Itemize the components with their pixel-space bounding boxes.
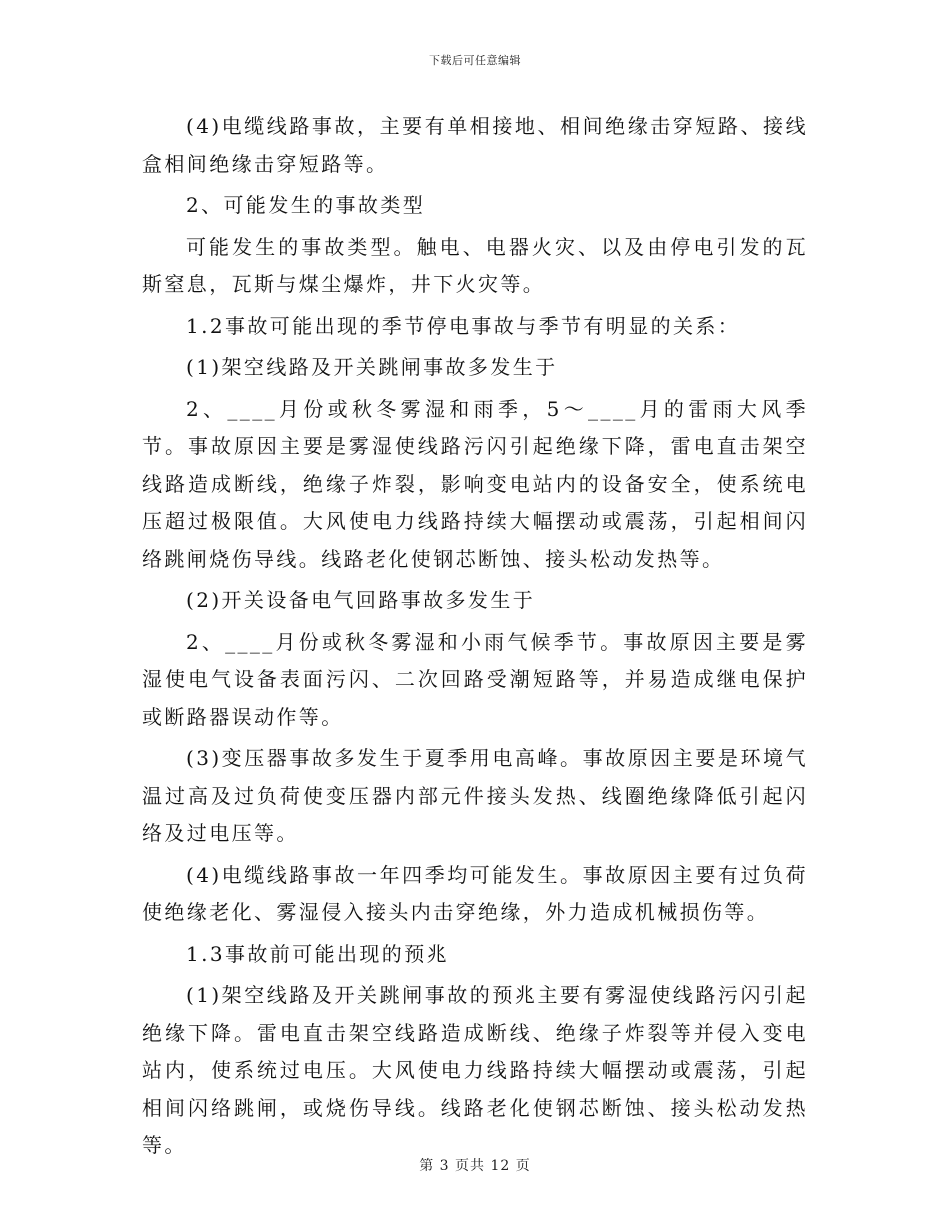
paragraph-precursors-detail: (1)架空线路及开关跳闸事故的预兆主要有雾湿使线路污闪引起绝缘下降。雷电直击架空线路造成断线、绝缘子炸裂等并侵入变电站内，使系统过电压。大风使电力线路持续大幅摆动或震荡，引起相间闪络跳闸，或烧伤导线。线路老化使钢芯断蚀、接头松动发热等。 <box>142 983 808 1157</box>
heading-accident-types: 2、可能发生的事故类型 <box>186 193 426 217</box>
paragraph-cable-accidents: (4)电缆线路事故，主要有单相接地、相间绝缘击穿短路、接线盒相间绝缘击穿短路等。 <box>142 114 808 176</box>
heading-season: 1.2事故可能出现的季节停电事故与季节有明显的关系： <box>186 313 741 338</box>
paragraph-switchgear-intro: (2)开关设备电气回路事故多发生于 <box>186 588 536 612</box>
page-header: 下载后可任意编辑 <box>429 54 521 67</box>
document-body <box>142 108 808 1169</box>
paragraph-cable-season: (4)电缆线路事故一年四季均可能发生。事故原因主要有过负荷使绝缘老化、雾湿侵入接头内击穿绝缘，外力造成机械损伤等。 <box>142 862 808 924</box>
paragraph-overhead-line-detail: 2、____月份或秋冬雾湿和雨季，5～____月的雷雨大风季节。事故原因主要是雾湿使线路污闪引起绝缘下降，雷电直击架空线路造成断线，绝缘子炸裂，影响变电站内的设备安全，使系统电压超过极限值。大风使电力线路持续大幅摆动或震荡，引起相间闪络跳闸烧伤导线。线路老化使钢芯断蚀、接头松动发热等。 <box>142 396 808 571</box>
paragraph-accident-types: 可能发生的事故类型。触电、电器火灾、以及由停电引发的瓦斯窒息，瓦斯与煤尘爆炸，井下火灾等。 <box>142 234 808 296</box>
page-footer: 第 3 页共 12 页 <box>419 1158 531 1174</box>
paragraph-overhead-line-intro: (1)架空线路及开关跳闸事故多发生于 <box>186 355 558 379</box>
heading-precursors: 1.3事故前可能出现的预兆 <box>186 941 450 966</box>
paragraph-transformer: (3)变压器事故多发生于夏季用电高峰。事故原因主要是环境气温过高及过负荷使变压器内部元件接头发热、线圈绝缘降低引起闪络及过电压等。 <box>142 746 808 845</box>
paragraph-switchgear-detail: 2、____月份或秋冬雾湿和小雨气候季节。事故原因主要是雾湿使电气设备表面污闪、二次回路受潮短路等，并易造成继电保护或断路器误动作等。 <box>142 629 808 729</box>
